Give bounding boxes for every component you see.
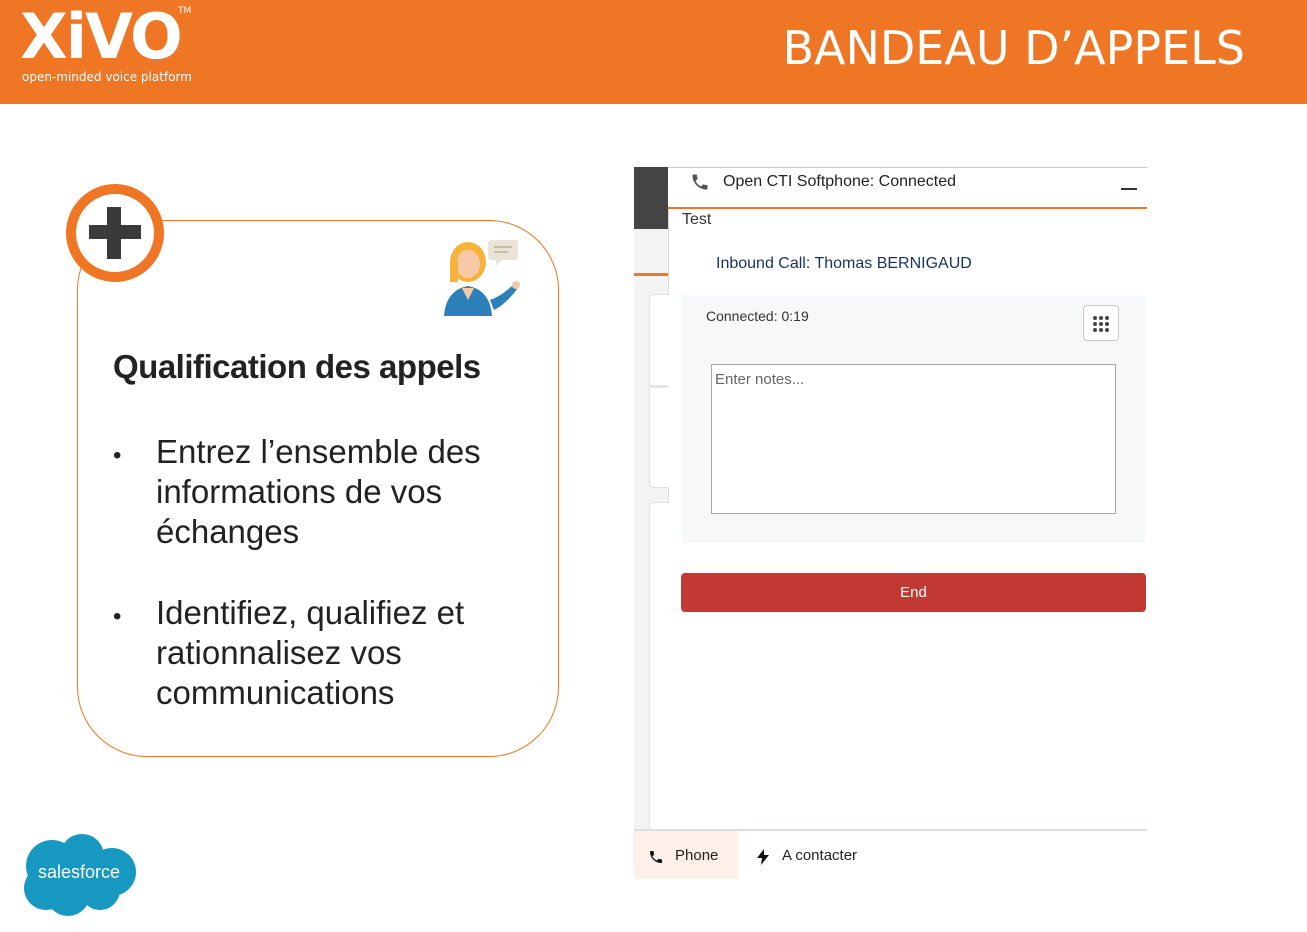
bullet-dot: • bbox=[113, 442, 122, 469]
background-app-header bbox=[634, 167, 668, 229]
bullet-dot: • bbox=[113, 603, 122, 630]
plus-icon bbox=[66, 184, 164, 282]
softphone-header bbox=[668, 167, 1147, 209]
salesforce-wordmark: salesforce bbox=[37, 862, 121, 882]
dialpad-icon bbox=[1092, 315, 1110, 333]
background-app-card bbox=[649, 294, 669, 488]
background-app-card bbox=[649, 502, 669, 831]
background-app-divider bbox=[649, 385, 668, 388]
bullet-line: informations de vos bbox=[156, 473, 443, 510]
tab-a-contacter[interactable] bbox=[750, 831, 890, 879]
softphone-status-title: Open CTI Softphone: Connected bbox=[723, 173, 957, 190]
bullet-line: rationnalisez vos bbox=[156, 634, 402, 671]
end-call-button[interactable]: End bbox=[681, 573, 1146, 612]
logo-tagline: open-minded voice platform bbox=[22, 70, 192, 84]
lightning-icon bbox=[756, 849, 770, 870]
xivo-logo: XiVO bbox=[20, 0, 181, 73]
phone-icon bbox=[690, 172, 710, 197]
call-timer: Connected: 0:19 bbox=[706, 308, 809, 324]
salesforce-logo bbox=[20, 832, 138, 923]
account-label: Test bbox=[682, 211, 712, 228]
tab-phone[interactable] bbox=[634, 831, 738, 879]
dialpad-button[interactable] bbox=[1083, 305, 1119, 341]
background-app-accent bbox=[634, 273, 668, 276]
minimize-button[interactable] bbox=[1121, 188, 1137, 190]
tab-phone-label: Phone bbox=[675, 847, 719, 864]
phone-icon bbox=[648, 849, 664, 870]
tab-a-contacter-label: A contacter bbox=[782, 847, 858, 864]
bullet-line: Identifiez, qualifiez et bbox=[156, 594, 465, 631]
logo-trademark: TM bbox=[178, 6, 192, 16]
bullet-line: échanges bbox=[156, 513, 300, 550]
bullet-line: communications bbox=[156, 674, 395, 711]
agent-chat-icon bbox=[440, 238, 522, 323]
notes-field[interactable] bbox=[711, 364, 1116, 514]
bullet-line: Entrez l’ensemble des bbox=[156, 433, 481, 470]
card-title: Qualification des appels bbox=[113, 348, 481, 385]
page-title: BANDEAU D’APPELS bbox=[782, 21, 1245, 75]
header-banner bbox=[0, 0, 1307, 104]
softphone-footer bbox=[634, 829, 1147, 879]
inbound-call-label: Inbound Call: Thomas BERNIGAUD bbox=[716, 255, 972, 272]
